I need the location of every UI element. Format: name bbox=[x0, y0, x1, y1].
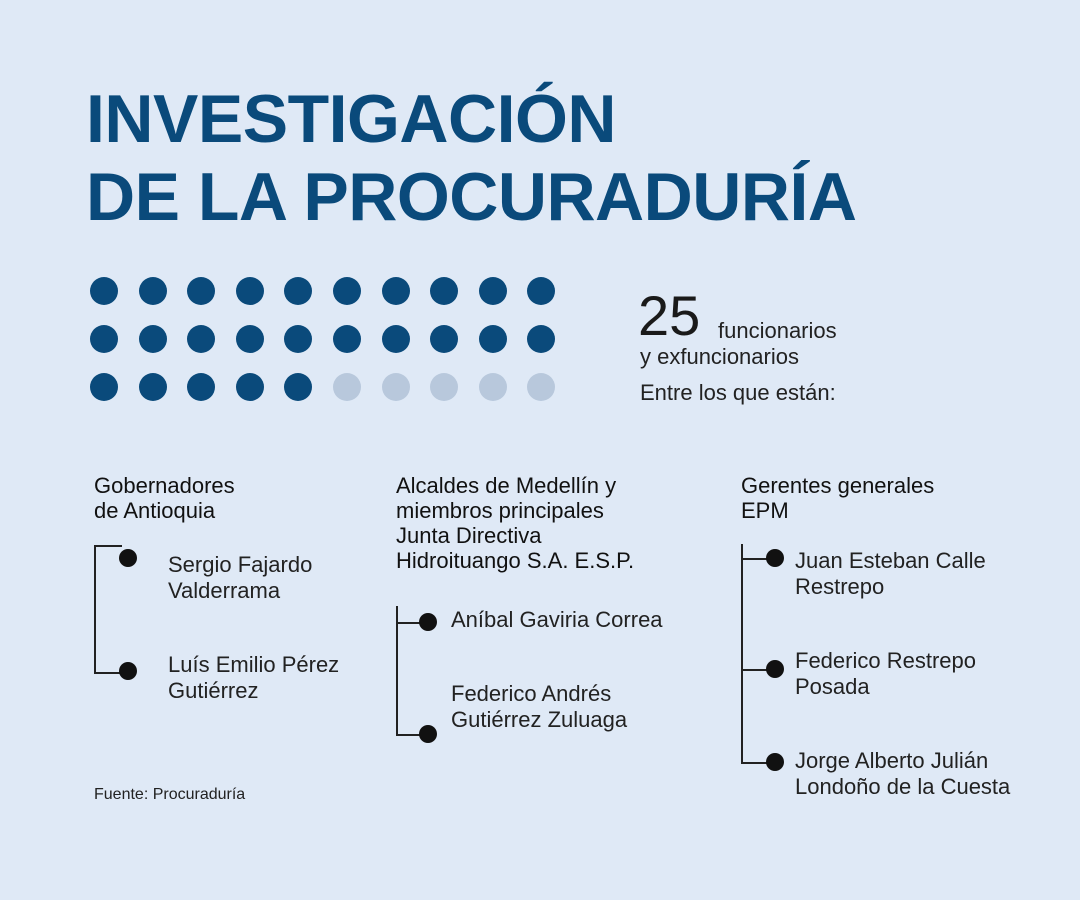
tree-line bbox=[94, 545, 96, 674]
member-name: Jorge Alberto Julián Londoño de la Cuesta bbox=[795, 748, 1011, 799]
dot-filled bbox=[382, 325, 410, 353]
dot-empty bbox=[527, 373, 555, 401]
bullet-icon bbox=[119, 549, 137, 567]
group-title-gobernadores: Gobernadores de Antioquia bbox=[94, 473, 235, 523]
count-label-line-2: y exfuncionarios bbox=[640, 344, 799, 369]
tree-branch bbox=[741, 669, 769, 671]
tree-line bbox=[741, 544, 743, 764]
tree-branch bbox=[94, 672, 122, 674]
member-name: Aníbal Gaviria Correa bbox=[451, 607, 663, 632]
bullet-icon bbox=[419, 725, 437, 743]
dot-filled bbox=[430, 325, 458, 353]
member-name: Sergio Fajardo Valderrama bbox=[168, 552, 313, 603]
dot-filled bbox=[479, 325, 507, 353]
dot-empty bbox=[382, 373, 410, 401]
member-name: Juan Esteban Calle Restrepo bbox=[795, 548, 986, 599]
dot-filled bbox=[527, 277, 555, 305]
dot-filled bbox=[284, 277, 312, 305]
dot-filled bbox=[187, 325, 215, 353]
bullet-icon bbox=[419, 613, 437, 631]
dot-empty bbox=[333, 373, 361, 401]
title-line-1: INVESTIGACIÓN bbox=[86, 81, 616, 157]
dot-filled bbox=[187, 373, 215, 401]
dot-filled bbox=[90, 277, 118, 305]
title-line-2: DE LA PROCURADURÍA bbox=[86, 159, 857, 235]
dot-filled bbox=[187, 277, 215, 305]
dot-filled bbox=[90, 325, 118, 353]
dot-filled bbox=[333, 277, 361, 305]
dot-filled bbox=[382, 277, 410, 305]
tree-branch bbox=[94, 545, 122, 547]
subtitle: Entre los que están: bbox=[640, 380, 836, 405]
page-title bbox=[86, 80, 856, 236]
group-title-alcaldes: Alcaldes de Medellín y miembros principales Junta Directiva Hidroituango S.A. E.S.P. bbox=[396, 473, 635, 573]
dot-grid bbox=[90, 277, 555, 401]
bullet-icon bbox=[766, 753, 784, 771]
dot-filled bbox=[479, 277, 507, 305]
dot-filled bbox=[139, 373, 167, 401]
source-note: Fuente: Procuraduría bbox=[94, 786, 246, 803]
dot-filled bbox=[284, 325, 312, 353]
count-number: 25 bbox=[638, 284, 701, 347]
dot-filled bbox=[236, 277, 264, 305]
member-name: Federico Andrés Gutiérrez Zuluaga bbox=[451, 681, 628, 732]
tree-branch bbox=[741, 762, 769, 764]
tree-branch bbox=[741, 558, 769, 560]
dot-filled bbox=[90, 373, 118, 401]
bullet-icon bbox=[766, 660, 784, 678]
dot-filled bbox=[527, 325, 555, 353]
group-title-gerentes: Gerentes generales EPM bbox=[741, 473, 935, 523]
dot-filled bbox=[139, 325, 167, 353]
dot-filled bbox=[236, 325, 264, 353]
bullet-icon bbox=[766, 549, 784, 567]
dot-empty bbox=[430, 373, 458, 401]
dot-filled bbox=[236, 373, 264, 401]
count-label-line-1: funcionarios bbox=[718, 318, 837, 343]
member-name: Luís Emilio Pérez Gutiérrez bbox=[168, 652, 340, 703]
bullet-icon bbox=[119, 662, 137, 680]
dot-empty bbox=[479, 373, 507, 401]
dot-filled bbox=[430, 277, 458, 305]
dot-filled bbox=[333, 325, 361, 353]
dot-filled bbox=[139, 277, 167, 305]
member-name: Federico Restrepo Posada bbox=[795, 648, 976, 699]
dot-filled bbox=[284, 373, 312, 401]
tree-line bbox=[396, 606, 398, 736]
